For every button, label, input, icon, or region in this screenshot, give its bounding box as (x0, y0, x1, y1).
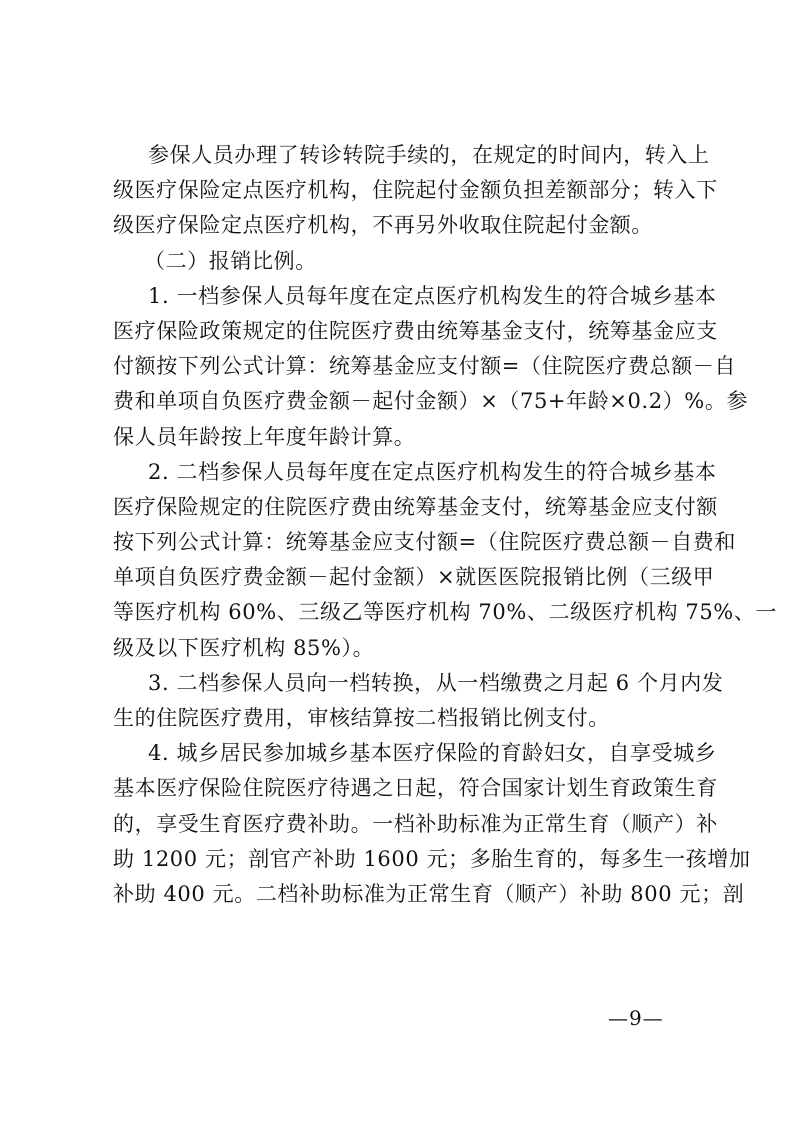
item-1-line: 付额按下列公式计算：统筹基金应支付额=（住院医疗费总额－自 (113, 354, 736, 379)
item-4-line: 4. 城乡居民参加城乡基本医疗保险的育龄妇女，自享受城乡 (148, 741, 717, 766)
paragraph-transfer-line: 级医疗保险定点医疗机构，不再另外收取住院起付金额。 (113, 213, 653, 238)
item-2-line: 等医疗机构 60%、三级乙等医疗机构 70%、二级医疗机构 75%、一 (113, 600, 778, 625)
item-3-line: 生的住院医疗费用，审核结算按二档报销比例支付。 (113, 706, 610, 730)
item-1-line: 保人员年龄按上年度年龄计算。 (113, 424, 416, 449)
document-body (113, 138, 778, 912)
page-number: —9— (608, 1006, 664, 1030)
item-1-line: 1. 一档参保人员每年度在定点医疗机构发生的符合城乡基本 (148, 283, 717, 308)
item-2-line: 按下列公式计算：统筹基金应支付额=（住院医疗费总额－自费和 (113, 530, 736, 555)
item-1-line: 费和单项自负医疗费金额－起付金额）×（75+年龄×0.2）%。参 (113, 389, 749, 414)
item-4-line: 助 1200 元；剖官产补助 1600 元；多胎生育的，每多生一孩增加 (113, 846, 751, 871)
item-2-line: 级及以下医疗机构 85%）。 (113, 635, 375, 660)
item-2-line: 医疗保险规定的住院医疗费由统筹基金支付，统筹基金应支付额 (113, 494, 718, 519)
item-4-line: 基本医疗保险住院医疗待遇之日起，符合国家计划生育政策生育 (113, 776, 718, 801)
item-1-line: 医疗保险政策规定的住院医疗费由统筹基金支付，统筹基金应支 (113, 318, 718, 343)
item-2-line: 单项自负医疗费金额－起付金额）×就医医院报销比例（三级甲 (113, 565, 715, 590)
item-4-line: 的，享受生育医疗费补助。一档补助标准为正常生育（顺产）补 (113, 811, 718, 836)
item-4-line: 补助 400 元。二档补助标准为正常生育（顺产）补助 800 元；剖 (113, 881, 745, 906)
item-3-line: 3. 二档参保人员向一档转换，从一档缴费之月起 6 个月内发 (148, 670, 724, 695)
section-heading: （二）报销比例。 (144, 248, 317, 273)
paragraph-transfer-line: 参保人员办理了转诊转院手续的，在规定的时间内，转入上 (148, 143, 710, 167)
paragraph-transfer-line: 级医疗保险定点医疗机构，住院起付金额负担差额部分；转入下 (113, 178, 718, 203)
item-2-line: 2. 二档参保人员每年度在定点医疗机构发生的符合城乡基本 (148, 459, 717, 484)
